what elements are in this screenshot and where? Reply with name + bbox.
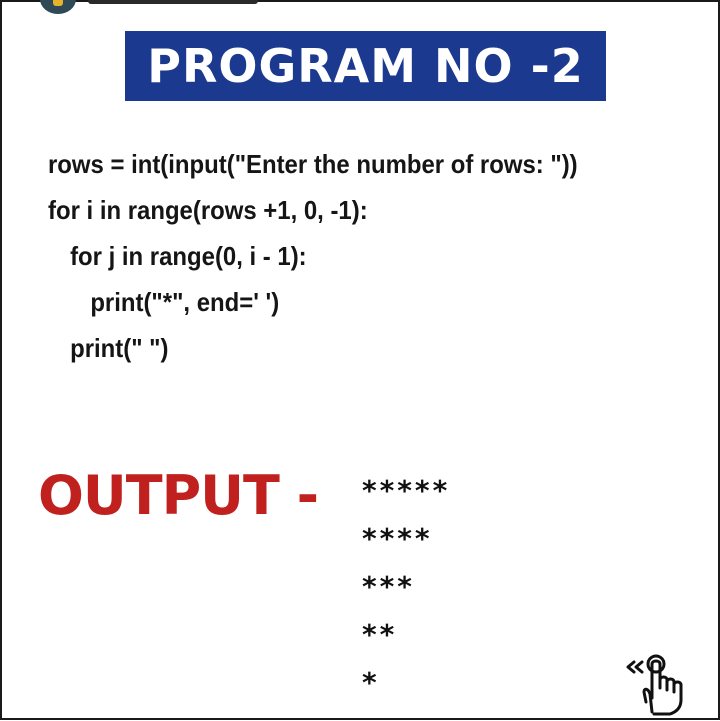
output-line: *** xyxy=(362,570,415,603)
code-block xyxy=(48,146,578,376)
output-label: OUTPUT - xyxy=(38,464,319,527)
output-line: ***** xyxy=(362,474,451,507)
code-line: rows = int(input("Enter the number of rows: ")) xyxy=(48,149,578,179)
swipe-hand-icon[interactable] xyxy=(620,650,700,716)
code-line: print(" ") xyxy=(70,333,169,363)
code-line: print("*", end=' ') xyxy=(90,287,280,317)
code-line: for j in range(0, i - 1): xyxy=(70,241,307,271)
page-title: PROGRAM NO -2 xyxy=(147,39,584,93)
profile-name-cropped xyxy=(88,0,258,4)
title-banner xyxy=(125,31,606,101)
code-line: for i in range(rows +1, 0, -1): xyxy=(48,195,368,225)
output-line: ** xyxy=(362,618,398,651)
output-block xyxy=(362,476,450,716)
output-line: **** xyxy=(362,522,433,555)
output-line: * xyxy=(362,666,380,699)
profile-avatar-icon[interactable] xyxy=(40,0,76,14)
